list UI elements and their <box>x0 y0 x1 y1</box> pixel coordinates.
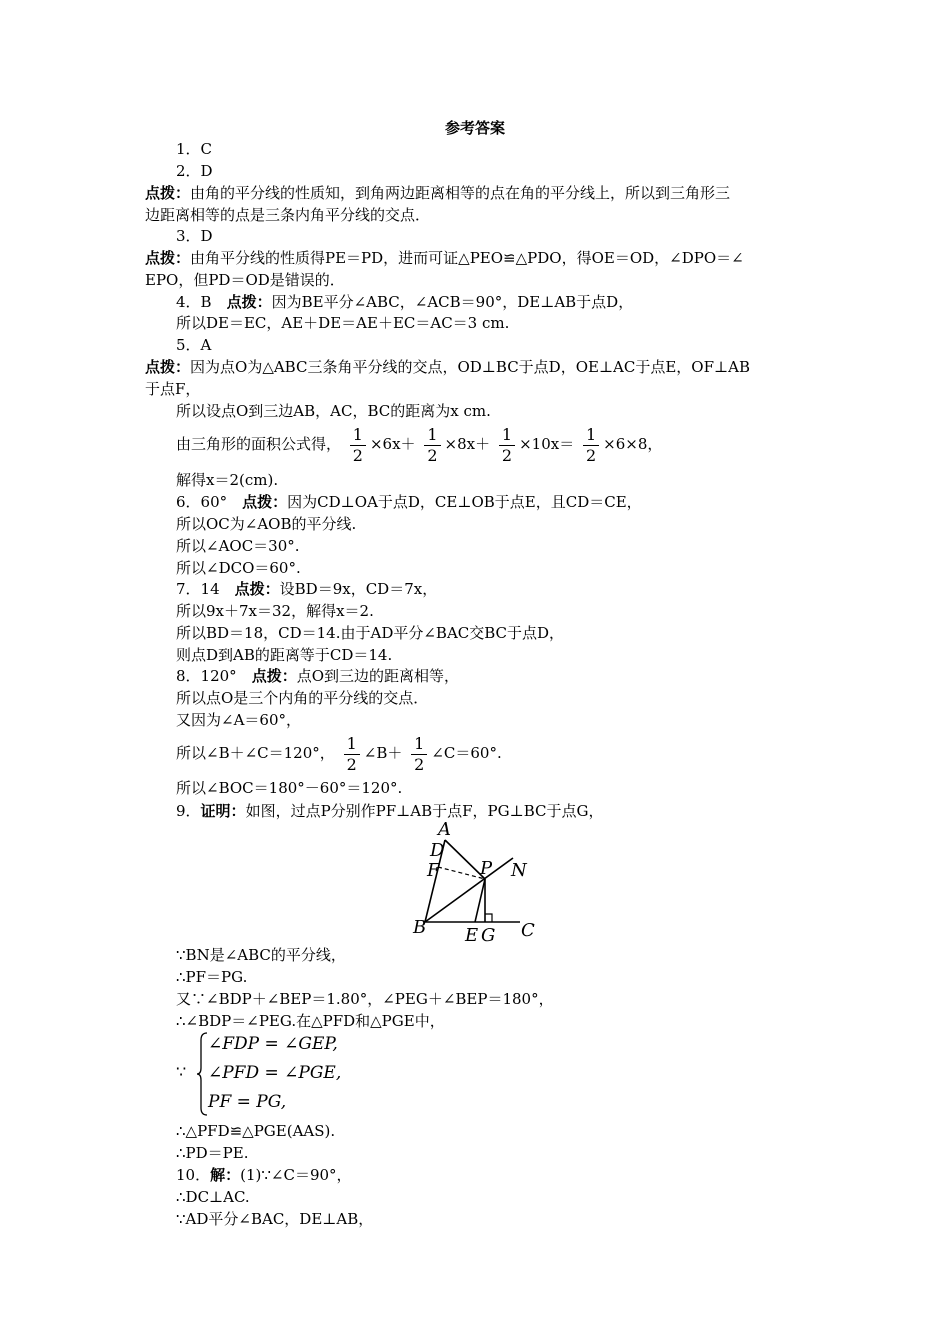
label-a: A <box>438 819 451 840</box>
label-e: E <box>465 925 479 944</box>
hint-line: 点拨：因为点O为△ABC三条角平分线的交点，OD⊥BC于点D，OE⊥AC于点E，OF⊥AB <box>145 358 750 376</box>
because-symbol: ∵ <box>176 1062 187 1081</box>
text-line: ∴△PFD≌△PGE(AAS). <box>176 1122 336 1140</box>
fraction: $\frac{1}{2}$ <box>411 734 427 775</box>
label-f: F <box>427 860 440 881</box>
text-line: ∵BN是∠ABC的平分线， <box>176 946 346 964</box>
text-line: 所以BD＝18，CD＝14.由于AD平分∠BAC交BC于点D， <box>176 624 565 642</box>
hint-line: 点拨：由角平分线的性质得PE＝PD，进而可证△PEO≌△PDO，得OE＝OD，∠DPO＝∠ <box>145 249 744 267</box>
area-equation: 由三角形的面积公式得， $\frac{1}{2}$ ×6x＋ $\frac{1}{2}$ ×8x＋ $\frac{1}{2}$ ×10x＝ $\frac{1}{2}$ ×6×8， <box>176 424 663 465</box>
text-line: 所以DE＝EC，AE＋DE＝AE＋EC＝AC＝3 cm. <box>176 314 510 332</box>
text-line: 又∵∠BDP＋∠BEP＝1.80°，∠PEG＋∠BEP＝180°， <box>176 990 554 1008</box>
answer-line: 7．14 点拨：设BD＝9x，CD＝7x， <box>176 580 438 598</box>
answer-line: 3．D <box>176 227 213 245</box>
system-row: ∠PFD = ∠PGE, <box>208 1063 342 1083</box>
text-line: ∴PD＝PE. <box>176 1144 249 1162</box>
fraction: $\frac{1}{2}$ <box>344 734 360 775</box>
fraction: $\frac{1}{2}$ <box>583 425 599 466</box>
label-g: G <box>481 925 496 944</box>
page-title: 参考答案 <box>444 119 505 137</box>
system-row: ∠FDP = ∠GEP, <box>208 1034 338 1054</box>
left-brace-icon <box>196 1032 208 1116</box>
text-line: 所以∠AOC＝30°. <box>176 537 300 555</box>
answer-line: 5．A <box>176 336 212 354</box>
hint-line: 点拨：由角的平分线的性质知，到角两边距离相等的点在角的平分线上，所以到三角形三 <box>145 184 731 202</box>
answer-line: 8．120° 点拨：点O到三边的距离相等， <box>176 667 460 685</box>
text-line: ∵AD平分∠BAC，DE⊥AB， <box>176 1210 374 1228</box>
fraction: $\frac{1}{2}$ <box>424 425 440 466</box>
label-p: P <box>480 858 493 879</box>
fraction: $\frac{1}{2}$ <box>499 425 515 466</box>
label-c: C <box>521 920 535 941</box>
label-n: N <box>511 860 527 881</box>
text-line: 则点D到AB的距离等于CD＝14. <box>176 646 393 664</box>
right-angle-mark <box>485 914 492 922</box>
answer-line: 10．解：(1)∵∠C＝90°， <box>176 1166 352 1184</box>
answer-line: 4．B 点拨：因为BE平分∠ABC，∠ACB＝90°，DE⊥AB于点D， <box>176 293 634 311</box>
line-dp <box>445 840 485 879</box>
text-line: 所以∠BOC＝180°－60°＝120°. <box>176 779 403 797</box>
answer-line: 6．60° 点拨：因为CD⊥OA于点D，CE⊥OB于点E，且CD＝CE， <box>176 493 642 511</box>
text-line: 又因为∠A＝60°， <box>176 711 301 729</box>
text-line: 所以9x＋7x＝32，解得x＝2. <box>176 602 374 620</box>
text-line: 所以OC为∠AOB的平分线. <box>176 515 357 533</box>
text-line: 边距离相等的点是三条内角平分线的交点． <box>145 206 431 224</box>
text-line: 于点F， <box>145 380 201 398</box>
text-line: 所以设点O到三边AB，AC，BC的距离为x cm. <box>176 402 491 420</box>
text-line: ∴DC⊥AC. <box>176 1188 250 1206</box>
answer-line: 1．C <box>176 140 213 158</box>
geometry-figure <box>405 818 555 944</box>
label-b: B <box>413 917 427 938</box>
answer-line: 2．D <box>176 162 213 180</box>
label-d: D <box>430 840 445 861</box>
fraction: $\frac{1}{2}$ <box>350 425 366 466</box>
system-row: PF = PG, <box>208 1092 287 1112</box>
text-line: ∴PF＝PG. <box>176 968 248 986</box>
text-line: ∴∠BDP＝∠PEG.在△PFD和△PGE中， <box>176 1012 445 1030</box>
text-line: 解得x＝2(cm). <box>176 471 279 489</box>
answer-line: 9．证明：如图，过点P分别作PF⊥AB于点F，PG⊥BC于点G， <box>176 802 604 820</box>
half-angle-equation: 所以∠B＋∠C＝120°， $\frac{1}{2}$ ∠B＋ $\frac{1}{2}$ ∠C＝60°. <box>176 733 502 774</box>
text-line: 所以∠DCO＝60°. <box>176 559 301 577</box>
text-line: EPO，但PD＝OD是错误的． <box>145 271 345 289</box>
text-line: 所以点O是三个内角的平分线的交点． <box>176 689 429 707</box>
